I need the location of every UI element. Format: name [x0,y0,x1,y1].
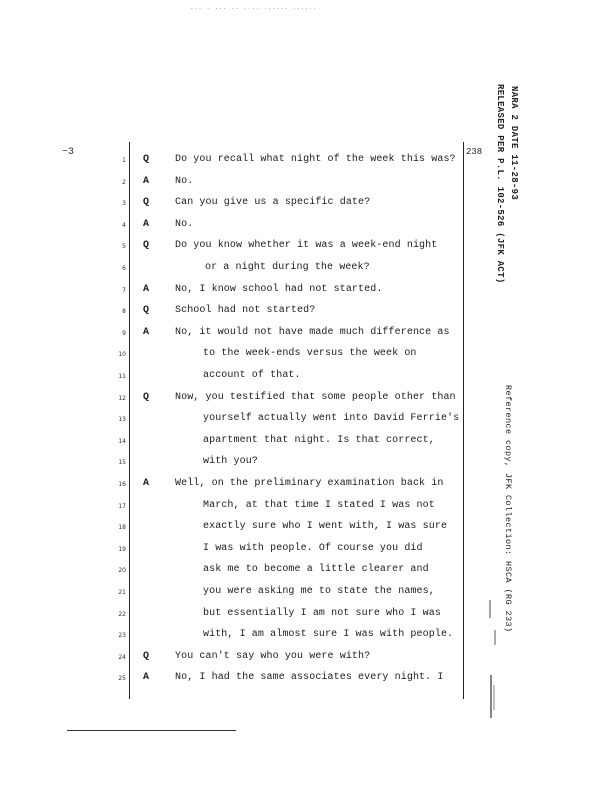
line-number: 22 [118,610,126,618]
line-text: No, I know school had not started. [175,283,383,295]
speaker-label: A [143,326,150,338]
line-text: with, I am almost sure I was with people. [203,629,454,641]
line-number: 5 [122,243,126,251]
speaker-label: Q [143,650,150,662]
transcript-line [0,304,470,318]
line-number: 7 [122,286,126,294]
line-text: No, I had the same associates every night. I [175,672,444,684]
transcript-line [0,175,470,189]
line-text: Now, you testified that some people other than [175,391,456,403]
line-number: 14 [118,437,126,445]
line-number: 19 [118,545,126,553]
speaker-label: Q [143,240,150,252]
header-faint-text: ... . ... .. .... ...... ...... [190,4,318,11]
line-text: I was with people. Of course you did [203,542,423,554]
line-number: 17 [118,502,126,510]
line-number: 1 [122,157,126,164]
line-text: ask me to become a little clearer and [203,564,429,576]
transcript-line [0,218,470,232]
line-text: account of that. [203,370,301,381]
line-text: yourself actually went into David Ferrie's [203,413,460,425]
line-text: You can't say who you were with? [175,650,371,662]
transcript-line [0,326,470,340]
line-text: Do you know whether it was a week-end night [175,240,438,252]
transcript-line [0,671,470,685]
line-text: with you? [203,456,258,468]
transcript-line [0,628,470,642]
line-number: 12 [118,394,126,402]
line-number: 8 [122,308,126,316]
line-text: apartment that night. Is that correct, [203,434,435,446]
line-number: 2 [122,178,126,186]
line-number: 16 [118,481,126,488]
margin-mark: ~3 [62,147,75,158]
transcript-line [0,542,470,556]
transcript-line [0,369,470,383]
sidebar-reference: Reference copy, JFK Collection: HSCA (RG 233) [503,385,513,633]
transcript-line [0,607,470,621]
line-number: 13 [118,416,126,424]
release-stamp [493,84,529,284]
transcript-line [0,261,470,275]
release-stamp-line-1: RELEASED PER P.L. 102-526 (JFK ACT) [495,84,505,284]
speaker-label: Q [143,391,150,403]
transcript-line [0,153,470,167]
bottom-rule [67,730,236,731]
line-number: 18 [118,524,126,532]
transcript-line [0,434,470,448]
line-number: 21 [118,589,126,596]
release-stamp-line-2: NARA 2 DATE 11-28-93 [509,86,519,201]
line-number: 11 [118,373,126,380]
line-number: 9 [122,329,126,337]
line-number: 20 [118,567,126,575]
speaker-label: A [143,218,150,230]
transcript-line [0,499,470,513]
line-number: 3 [122,200,126,208]
line-number: 6 [122,265,126,272]
speaker-label: Q [143,305,150,317]
line-text: Can you give us a specific date? [175,197,371,209]
transcript-line [0,650,470,664]
speaker-label: A [143,672,150,684]
line-number: 4 [122,221,126,229]
transcript-line [0,347,470,361]
line-text: Well, on the preliminary examination back in [175,478,444,489]
transcript-line [0,283,470,297]
transcript-line [0,391,470,405]
transcript-line [0,455,470,469]
transcript-line [0,239,470,253]
line-text: Do you recall what night of the week this was? [175,154,456,165]
line-text: No. [175,175,194,187]
line-text: to the week-ends versus the week on [203,348,417,360]
line-text: you were asking me to state the names, [203,586,435,597]
transcript-line [0,585,470,599]
speaker-label: A [143,478,150,489]
line-text: No, it would not have made much difference as [175,326,450,338]
line-text: No. [175,218,194,230]
line-text: but essentially I am not sure who I was [203,607,441,619]
speaker-label: A [143,175,150,187]
speaker-label: A [143,283,150,295]
page-number: 238 [466,147,483,157]
transcript-line [0,196,470,210]
line-number: 15 [118,459,126,467]
transcript-line [0,563,470,577]
line-number: 23 [118,632,126,640]
speaker-label: Q [143,154,150,165]
transcript-line [0,477,470,491]
transcript-line [0,520,470,534]
line-text: exactly sure who I went with, I was sure [203,521,448,533]
edge-scan-marks [488,600,500,720]
line-text: or a night during the week? [205,262,370,273]
line-text: School had not started? [175,305,316,317]
line-text: March, at that time I stated I was not [203,499,435,511]
line-number: 25 [118,675,126,683]
line-number: 24 [118,653,126,661]
speaker-label: Q [143,197,150,209]
line-number: 10 [118,351,126,359]
transcript-line [0,412,470,426]
